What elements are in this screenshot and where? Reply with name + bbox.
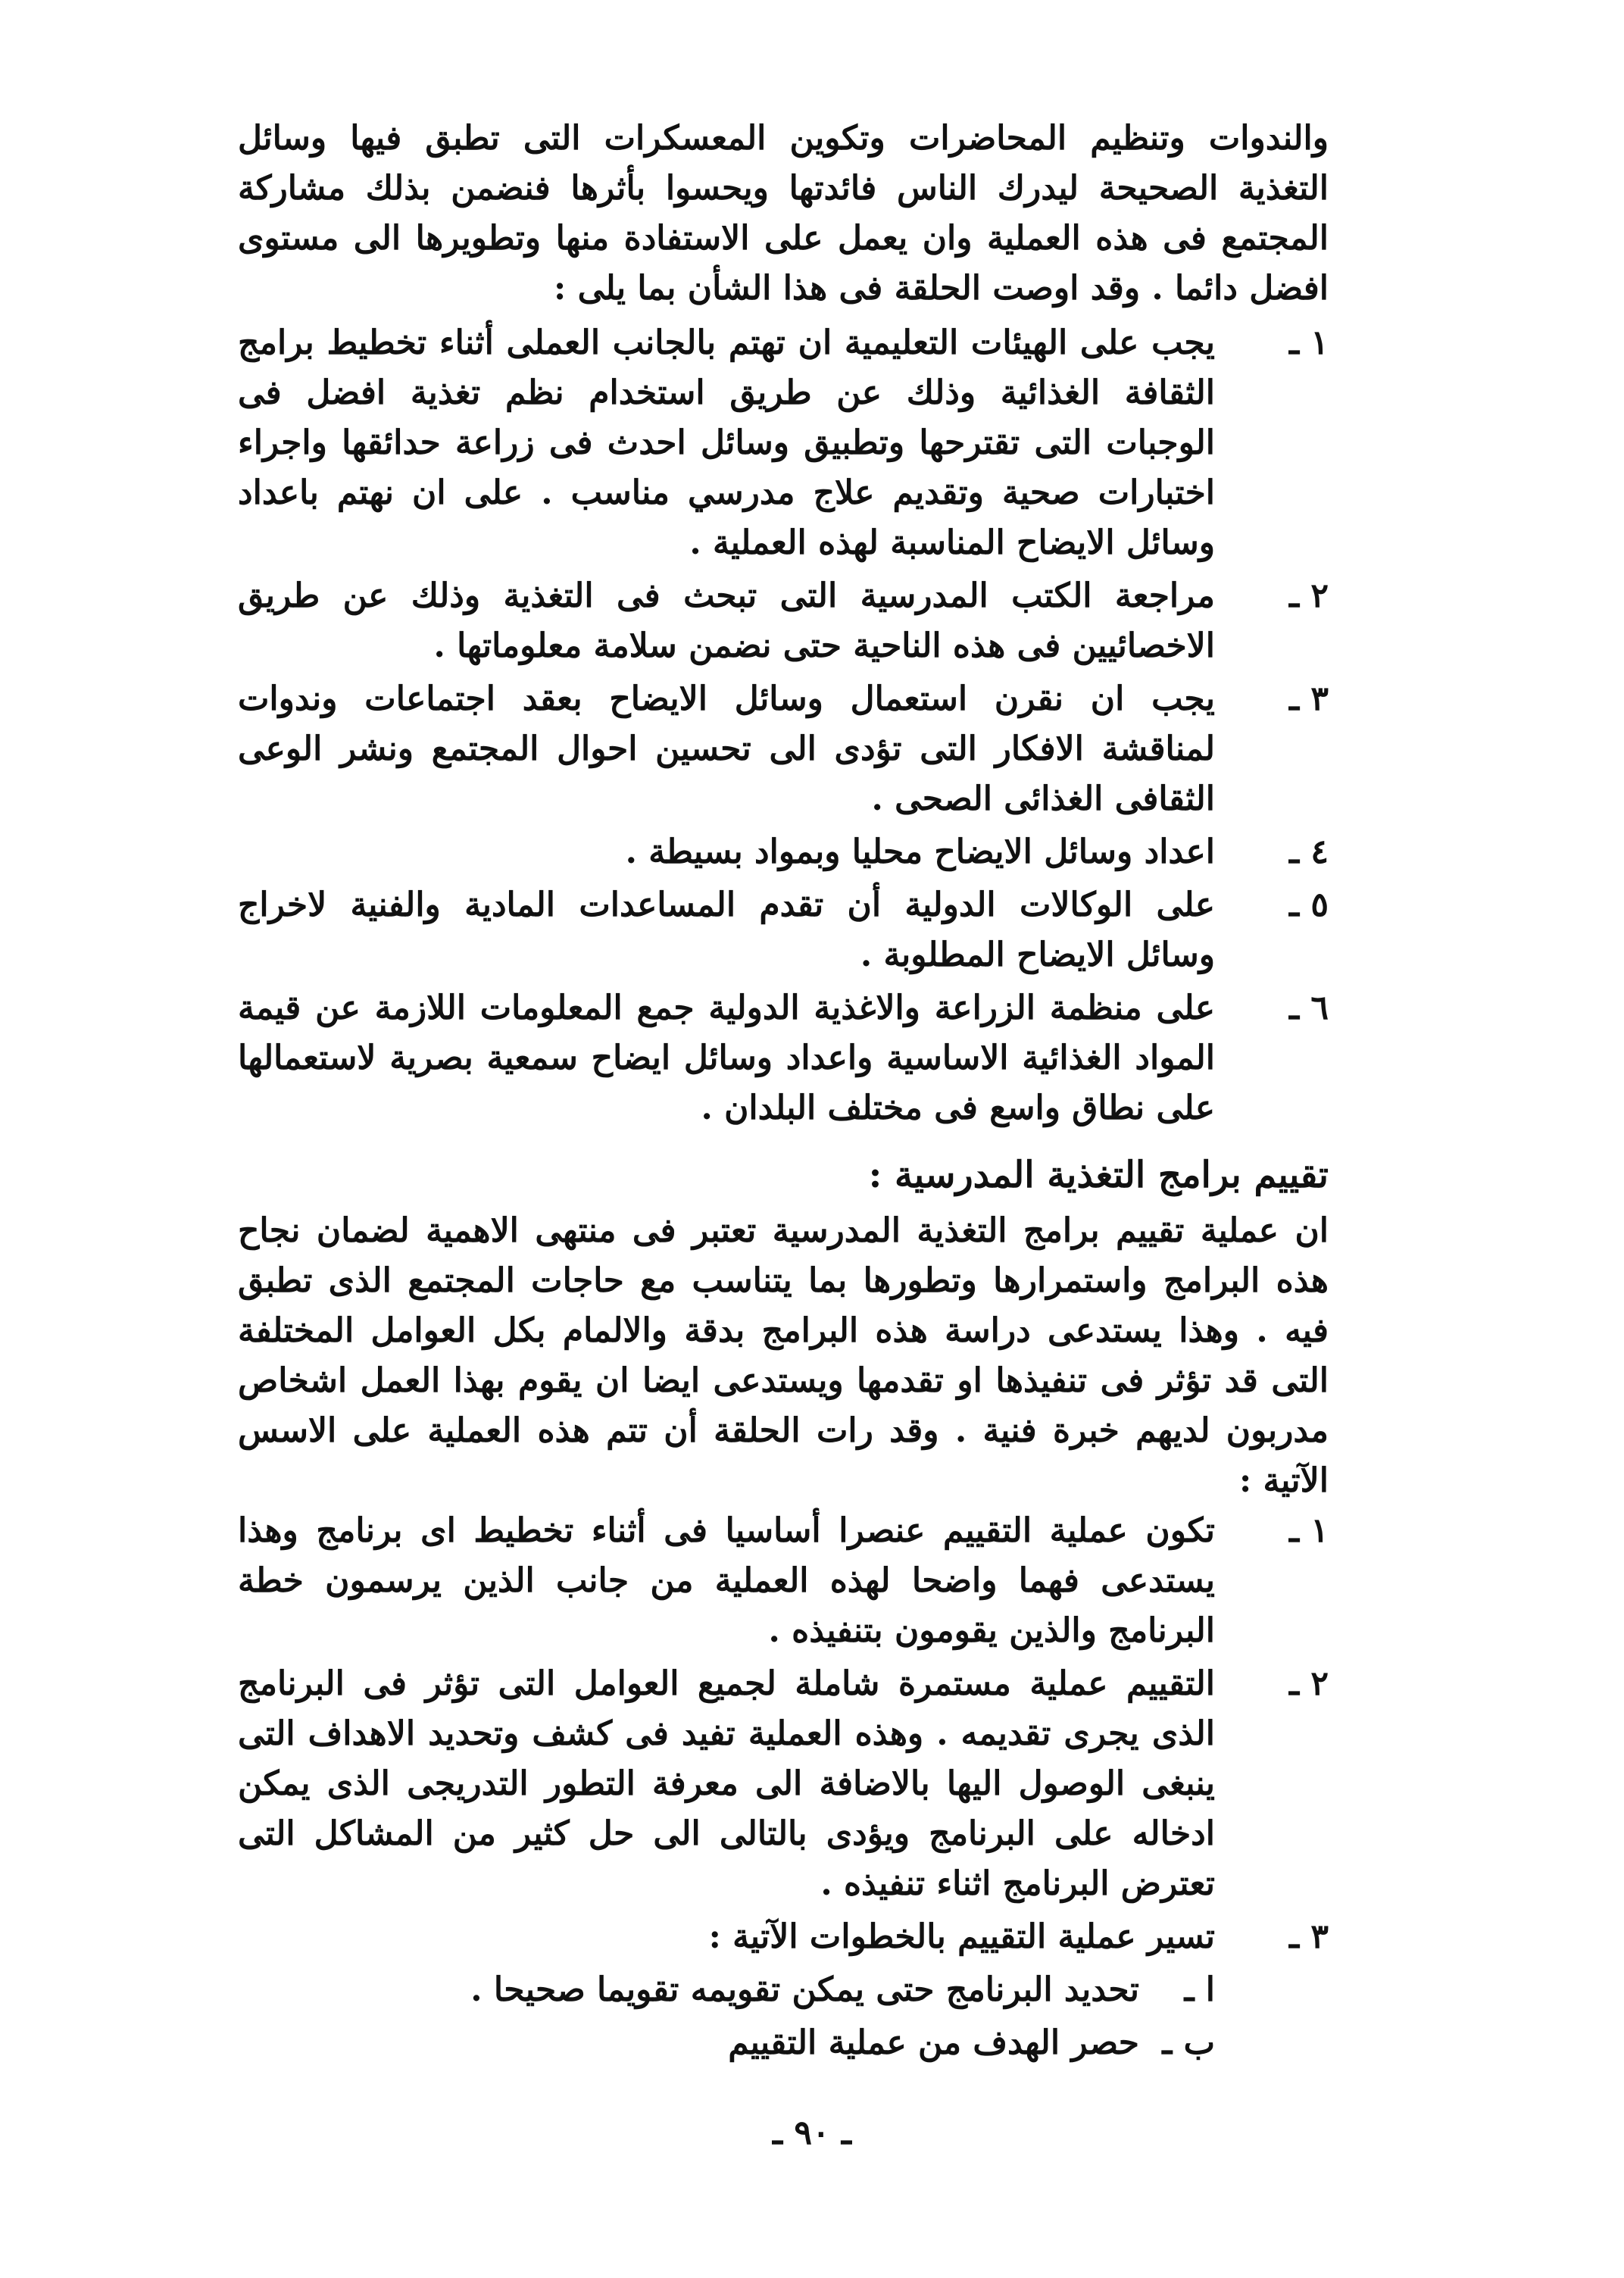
page-number: ـ ٩٠ ـ	[773, 2114, 851, 2152]
list-item	[238, 318, 1329, 568]
step-letter: ب ـ	[1162, 2023, 1215, 2062]
item-number: ٥ ـ	[1289, 886, 1329, 924]
list-item	[238, 827, 1329, 877]
item-number: ٤ ـ	[1289, 833, 1329, 871]
item-number: ٣ ـ	[1289, 680, 1329, 718]
item-text: مراجعة الكتب المدرسية التى تبحث فى التغذية وذلك عن طريق الاخصائيين فى هذه الناحية حتى نضمن سلامة معلوماتها .	[238, 577, 1216, 665]
intro-paragraph: والندوات وتنظيم المحاضرات وتكوين المعسكرات التى تطبق فيها وسائل التغذية الصحيحة ليدرك الناس فائدتها ويحسوا بأثرها فنضمن بذلك مشاركة المجتمع فى هذه العملية وان يعمل على الاستفادة منها وتطويرها الى مستوى افضل دائما . وقد اوصت الحلقة فى هذا الشأن بما يلى :	[238, 119, 1329, 308]
list-item	[238, 1659, 1329, 1909]
item-number: ٢ ـ	[1289, 1664, 1329, 1703]
item-text: تكون عملية التقييم عنصرا أساسيا فى أثناء تخطيط اى برنامج وهذا يستدعى فهما واضحا لهذه العملية من جانب الذين يرسمون خطة البرنامج والذين يقومون بتنفيذه .	[238, 1511, 1215, 1650]
item-text: يجب على الهيئات التعليمية ان تهتم بالجانب العملى أثناء تخطيط برامج الثقافة الغذائية وذلك عن طريق استخدام نظم تغذية افضل فى الوجبات التى تقترحها وتطبيق وسائل احدث فى زراعة حدائقها واجراء اختبارات صحية وتقديم علاج مدرسي مناسب . على ان نهتم باعداد وسائل الايضاح المناسبة لهذه العملية .	[238, 323, 1215, 562]
list-item	[238, 1912, 1329, 1962]
item-text: يجب ان نقرن استعمال وسائل الايضاح بعقد اجتماعات وندوات لمناقشة الافكار التى تؤدى الى تحسين احوال المجتمع ونشر الوعى الثقافى الغذائى الصحى .	[238, 680, 1215, 818]
list-item	[238, 571, 1329, 671]
item-text: التقييم عملية مستمرة شاملة لجميع العوامل التى تؤثر فى البرنامج الذى يجرى تقديمه . وهذه العملية تفيد فى كشف وتحديد الاهداف التى ينبغى الوصول اليها بالاضافة الى معرفة التطور التدريجى الذى يمكن ادخاله على البرنامج ويؤدى بالتالى الى حل كثير من المشاكل التى تعترض البرنامج اثناء تنفيذه .	[238, 1664, 1215, 1903]
page-content	[238, 114, 1329, 2071]
item-text: تسير عملية التقييم بالخطوات الآتية :	[708, 1917, 1215, 1956]
item-number: ٢ ـ	[1289, 577, 1329, 615]
steps-list	[238, 1965, 1215, 2068]
list-item	[238, 983, 1329, 1133]
list-item	[238, 674, 1329, 824]
item-number: ٣ ـ	[1289, 1917, 1329, 1956]
step-letter: ا ـ	[1184, 1970, 1215, 2009]
list-item	[238, 2018, 1215, 2068]
item-text: على منظمة الزراعة والاغذية الدولية جمع المعلومات اللازمة عن قيمة المواد الغذائية الاساسية واعداد وسائل ايضاح سمعية بصرية لاستعمالها على نطاق واسع فى مختلف البلدان .	[238, 989, 1215, 1127]
section-heading: تقييم برامج التغذية المدرسية :	[868, 1154, 1329, 1196]
evaluation-points-list	[238, 1506, 1329, 1962]
list-item	[238, 880, 1329, 980]
list-item	[238, 1965, 1215, 2015]
item-number: ١ ـ	[1289, 1511, 1329, 1550]
step-text: حصر الهدف من عملية التقييم	[728, 2023, 1139, 2062]
item-text: اعداد وسائل الايضاح محليا وبمواد بسيطة .	[625, 833, 1215, 871]
item-number: ٦ ـ	[1289, 989, 1329, 1027]
list-item	[238, 1506, 1329, 1656]
item-text: على الوكالات الدولية أن تقدم المساعدات المادية والفنية لاخراج وسائل الايضاح المطلوبة .	[238, 886, 1215, 974]
step-text: تحديد البرنامج حتى يمكن تقويمه تقويما صحيحا .	[470, 1970, 1139, 2009]
item-number: ١ ـ	[1289, 323, 1329, 362]
section-paragraph: ان عملية تقييم برامج التغذية المدرسية تعتبر فى منتهى الاهمية لضمان نجاح هذه البرامج واستمرارها وتطورها بما يتناسب مع حاجات المجتمع الذى تطبق فيه . وهذا يستدعى دراسة هذه البرامج بدقة والالمام بكل العوامل المختلفة التى قد تؤثر فى تنفيذها او تقدمها ويستدعى ايضا ان يقوم بهذا العمل اشخاص مدربون لديهم خبرة فنية . وقد رات الحلقة أن تتم هذه العملية على الاسس الآتية :	[238, 1211, 1329, 1500]
recommendations-list	[238, 318, 1329, 1133]
